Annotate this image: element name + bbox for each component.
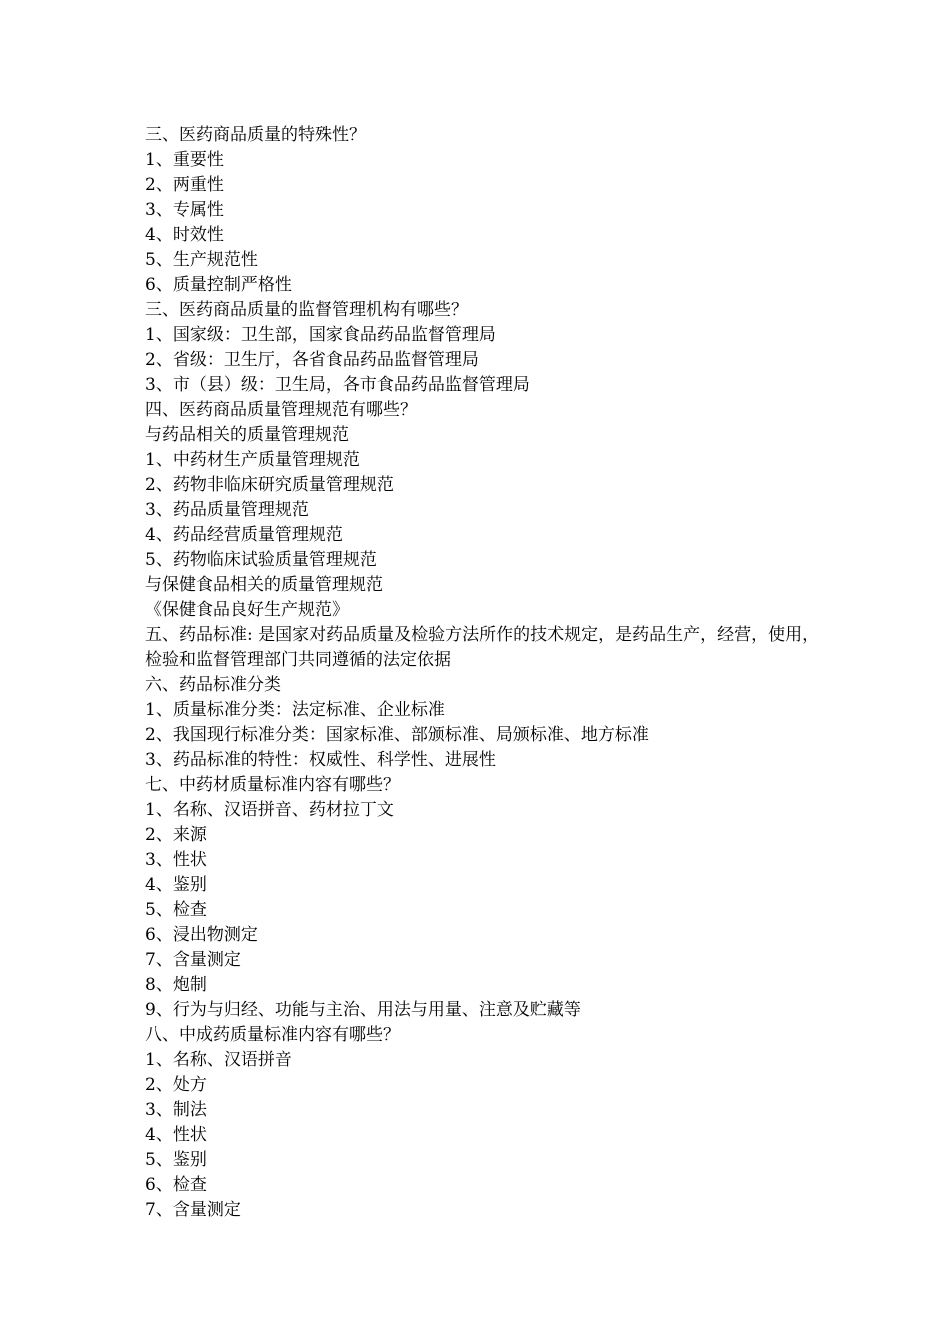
- list-item: 1、名称、汉语拼音、药材拉丁文: [145, 800, 394, 820]
- section-heading: 三、医药商品质量的特殊性？: [145, 125, 366, 145]
- list-item: 1、质量标准分类：法定标准、企业标准: [145, 700, 445, 720]
- list-item: 5、生产规范性: [145, 250, 258, 270]
- subheading: 与药品相关的质量管理规范: [145, 425, 349, 445]
- section-heading: 四、医药商品质量管理规范有哪些？: [145, 400, 417, 420]
- list-item: 7、含量测定: [145, 950, 241, 970]
- list-item: 9、行为与归经、功能与主治、用法与用量、注意及贮藏等: [145, 1000, 581, 1020]
- list-item: 7、含量测定: [145, 1200, 241, 1220]
- list-item: 2、两重性: [145, 175, 224, 195]
- list-item: 3、市（县）级：卫生局，各市食品药品监督管理局: [145, 375, 530, 395]
- list-item: 1、中药材生产质量管理规范: [145, 450, 360, 470]
- list-item: 4、性状: [145, 1125, 207, 1145]
- list-item: 5、鉴别: [145, 1150, 207, 1170]
- list-item: 6、浸出物测定: [145, 925, 258, 945]
- list-item: 2、来源: [145, 825, 207, 845]
- document-body: [145, 123, 835, 1223]
- list-item: 3、制法: [145, 1100, 207, 1120]
- subheading: 与保健食品相关的质量管理规范: [145, 575, 383, 595]
- section-heading: 六、药品标准分类: [145, 675, 281, 695]
- list-item: 3、专属性: [145, 200, 224, 220]
- list-item: 2、我国现行标准分类：国家标准、部颁标准、局颁标准、地方标准: [145, 725, 649, 745]
- list-item: 4、药品经营质量管理规范: [145, 525, 343, 545]
- list-item: 2、处方: [145, 1075, 207, 1095]
- list-item: 2、省级：卫生厅，各省食品药品监督管理局: [145, 350, 479, 370]
- list-item: 1、重要性: [145, 150, 224, 170]
- list-item: 3、药品质量管理规范: [145, 500, 309, 520]
- section-heading: 八、中成药质量标准内容有哪些？: [145, 1025, 400, 1045]
- list-item: 5、药物临床试验质量管理规范: [145, 550, 377, 570]
- section-heading: 七、中药材质量标准内容有哪些？: [145, 775, 400, 795]
- list-item: 3、性状: [145, 850, 207, 870]
- section-heading: 三、医药商品质量的监督管理机构有哪些？: [145, 300, 468, 320]
- list-item: 3、药品标准的特性：权威性、科学性、进展性: [145, 750, 496, 770]
- list-item: 6、质量控制严格性: [145, 275, 292, 295]
- list-item: 5、检查: [145, 900, 207, 920]
- list-item: 《保健食品良好生产规范》: [145, 600, 349, 620]
- list-item: 2、药物非临床研究质量管理规范: [145, 475, 394, 495]
- list-item: 1、国家级：卫生部，国家食品药品监督管理局: [145, 325, 496, 345]
- section-paragraph: 五、药品标准: 是国家对药品质量及检验方法所作的技术规定，是药品生产，经营，使用，检验和监督管理部门共同遵循的法定依据: [145, 625, 820, 670]
- list-item: 1、名称、汉语拼音: [145, 1050, 292, 1070]
- list-item: 4、鉴别: [145, 875, 207, 895]
- list-item: 8、炮制: [145, 975, 207, 995]
- list-item: 6、检查: [145, 1175, 207, 1195]
- list-item: 4、时效性: [145, 225, 224, 245]
